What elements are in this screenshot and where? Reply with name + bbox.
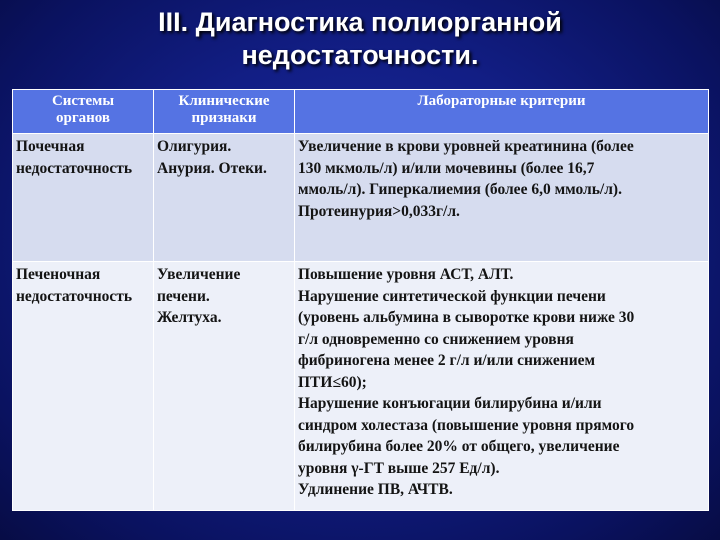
cell-lab-renal: Увеличение в крови уровней креатинина (более 130 мкмоль/л) и/или мочевины (более 16,7 ммоль/л). Гиперкалиемия (более 6,0 ммоль/л). Протеинурия>0,033г/л. bbox=[295, 134, 709, 262]
table-row bbox=[13, 134, 709, 262]
cell-clinical-renal: Олигурия. Анурия. Отеки. bbox=[154, 134, 295, 262]
slide-title-line-2: недостаточности. bbox=[241, 40, 479, 70]
slide-title-line-1: III. Диагностика полиорганной bbox=[158, 7, 562, 37]
cell-lab-liver: Повышение уровня АСТ, АЛТ. Нарушение синтетической функции печени (уровень альбумина в сыворотке крови ниже 30 г/л одновременно со снижением уровня фибриногена менее 2 г/л и/или снижением ПТИ≤60); Нарушение конъюгации билирубина и/или синдром холестаза (повышение уровня прямого билирубина более 20% от общего, увеличение уровня γ-ГТ выше 257 Ед/л). Удлинение ПВ, АЧТВ. bbox=[295, 262, 709, 511]
header-clinical-signs: Клинические признаки bbox=[154, 90, 295, 134]
header-systems: Системы органов bbox=[13, 90, 154, 134]
table-header-row bbox=[13, 90, 709, 134]
cell-system-renal: Почечная недостаточность bbox=[13, 134, 154, 262]
criteria-table bbox=[12, 89, 709, 511]
header-lab-criteria: Лабораторные критерии bbox=[295, 90, 709, 134]
table-row bbox=[13, 262, 709, 511]
slide-title bbox=[0, 6, 720, 72]
cell-system-liver: Печеночная недостаточность bbox=[13, 262, 154, 511]
cell-clinical-liver: Увеличение печени. Желтуха. bbox=[154, 262, 295, 511]
criteria-table-container bbox=[12, 89, 708, 511]
